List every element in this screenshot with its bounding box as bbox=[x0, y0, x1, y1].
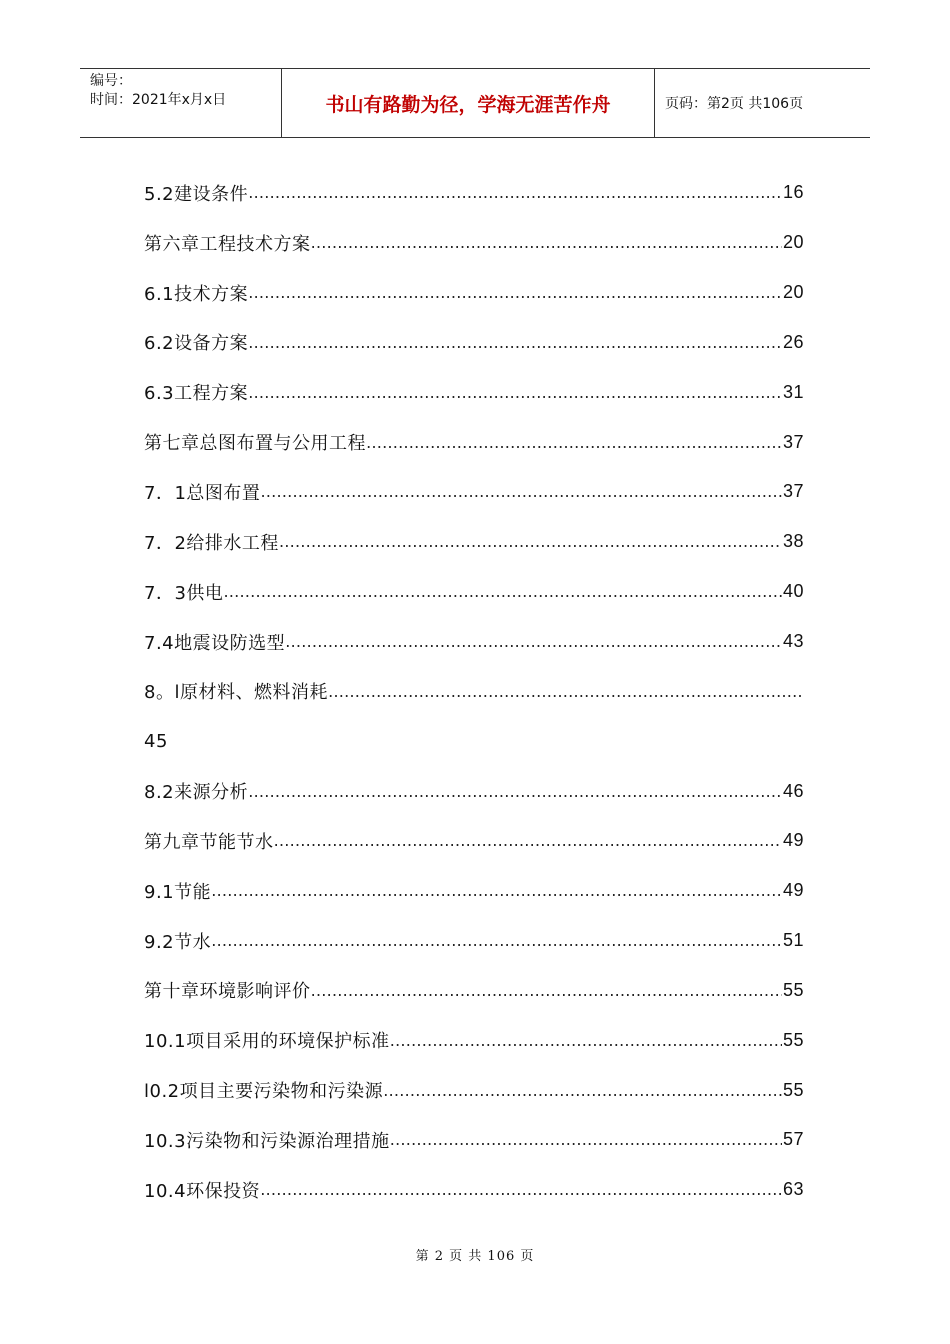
toc-entry[interactable] bbox=[144, 866, 804, 916]
toc-entry[interactable] bbox=[144, 916, 804, 966]
toc-leader-dots bbox=[248, 333, 782, 352]
toc-entry-page: 37 bbox=[782, 431, 804, 452]
toc-entry-label: 第六章工程技术方案 bbox=[144, 233, 311, 255]
toc-entry-label: 10.1项目采用的环境保护标准 bbox=[144, 1031, 390, 1053]
toc-leader-dots bbox=[274, 831, 782, 850]
toc-entry[interactable] bbox=[144, 966, 804, 1016]
toc-leader-dots bbox=[366, 433, 782, 452]
toc-entry-label: 8.2来源分析 bbox=[144, 782, 249, 804]
toc-entry-label: 6.3工程方案 bbox=[144, 383, 249, 405]
toc-entry[interactable] bbox=[144, 617, 804, 667]
toc-leader-dots bbox=[311, 981, 782, 1000]
toc-entry-page: 20 bbox=[782, 232, 804, 253]
toc-entry-page: 51 bbox=[782, 930, 804, 951]
toc-entry[interactable] bbox=[144, 268, 804, 318]
toc-entry-label: 7．2给排水工程 bbox=[144, 532, 279, 554]
toc-entry-page: 46 bbox=[782, 780, 804, 801]
toc-leader-dots bbox=[390, 1130, 782, 1149]
toc-entry-page: 37 bbox=[782, 481, 804, 502]
toc-entry-page: 31 bbox=[782, 381, 804, 402]
toc-entry-label: 第七章总图布置与公用工程 bbox=[144, 433, 366, 455]
header-page-info: 页码：第2页 共106页 bbox=[665, 96, 804, 112]
toc-entry[interactable] bbox=[144, 816, 804, 866]
page-footer: 第 2 页 共 106 页 bbox=[415, 1249, 535, 1264]
toc-entry-page: 16 bbox=[782, 182, 804, 203]
toc-entry-label: 6.2设备方案 bbox=[144, 333, 249, 355]
header-meta bbox=[80, 69, 282, 137]
toc-entry-label: 第十章环境影响评价 bbox=[144, 981, 311, 1003]
toc-entry-page: 40 bbox=[782, 581, 804, 602]
toc-leader-dots bbox=[248, 283, 782, 302]
toc-leader-dots bbox=[248, 782, 782, 801]
toc-entry[interactable] bbox=[144, 417, 804, 467]
toc-entry-label: 7.4地震设防选型 bbox=[144, 632, 286, 654]
toc-entry-label: 8。l原材料、燃料消耗 bbox=[144, 682, 328, 704]
toc-entry-page: 55 bbox=[782, 1079, 804, 1100]
toc-entry[interactable] bbox=[144, 318, 804, 368]
toc-entry[interactable] bbox=[144, 517, 804, 567]
toc-leader-dots bbox=[248, 183, 782, 202]
toc-entry-label: 10.4环保投资 bbox=[144, 1180, 261, 1202]
toc-entry-label: 10.3污染物和污染源治理措施 bbox=[144, 1130, 390, 1152]
toc-entry[interactable] bbox=[144, 1065, 804, 1115]
toc-entry[interactable] bbox=[144, 567, 804, 617]
toc-entry[interactable] bbox=[144, 218, 804, 268]
page-header bbox=[80, 68, 870, 138]
toc-entry[interactable] bbox=[144, 168, 804, 218]
toc-leader-dots bbox=[211, 881, 782, 900]
toc-leader-dots bbox=[285, 632, 782, 651]
toc-leader-dots bbox=[311, 233, 782, 252]
toc-leader-dots bbox=[390, 1031, 782, 1050]
toc-entry-label: 9.1节能 bbox=[144, 881, 212, 903]
toc-leader-dots bbox=[260, 482, 782, 501]
time-label: 时间：2021年x月x日 bbox=[90, 92, 227, 108]
toc-entry[interactable] bbox=[144, 467, 804, 517]
header-motto: 书山有路勤为径，学海无涯苦作舟 bbox=[282, 69, 655, 137]
toc-leader-dots bbox=[211, 931, 782, 950]
toc-entry-page: 57 bbox=[782, 1129, 804, 1150]
toc-entry-label: 6.1技术方案 bbox=[144, 283, 249, 305]
toc-entry-label: 7．1总图布置 bbox=[144, 482, 261, 504]
toc-entry-page: 63 bbox=[782, 1179, 804, 1200]
toc-entry-page: 43 bbox=[782, 631, 804, 652]
toc-entry-page: 26 bbox=[782, 331, 804, 352]
toc-entry-label: 5.2建设条件 bbox=[144, 183, 249, 205]
number-label: 编号： bbox=[90, 73, 132, 89]
toc-entry[interactable] bbox=[144, 1015, 804, 1065]
toc-leader-dots bbox=[248, 383, 782, 402]
toc-entry[interactable] bbox=[144, 716, 804, 766]
toc-entry-page: 55 bbox=[782, 1029, 804, 1050]
table-of-contents bbox=[144, 168, 804, 1215]
toc-entry-label: 第九章节能节水 bbox=[144, 831, 274, 853]
toc-entry-page: 49 bbox=[782, 830, 804, 851]
toc-entry-label: 45 bbox=[144, 730, 168, 752]
toc-leader-dots bbox=[328, 682, 803, 701]
toc-leader-dots bbox=[223, 582, 782, 601]
toc-leader-dots bbox=[260, 1180, 782, 1199]
toc-entry-page: 20 bbox=[782, 282, 804, 303]
toc-entry-page: 55 bbox=[782, 979, 804, 1000]
toc-entry-page: 49 bbox=[782, 880, 804, 901]
toc-leader-dots bbox=[383, 1081, 782, 1100]
toc-entry[interactable] bbox=[144, 766, 804, 816]
toc-entry-label: 7．3供电 bbox=[144, 582, 224, 604]
toc-entry[interactable] bbox=[144, 666, 804, 716]
toc-entry-label: 9.2节水 bbox=[144, 931, 212, 953]
toc-entry[interactable] bbox=[144, 367, 804, 417]
toc-leader-dots bbox=[279, 532, 782, 551]
toc-entry-page: 38 bbox=[782, 531, 804, 552]
toc-entry-label: l0.2项目主要污染物和污染源 bbox=[144, 1081, 384, 1103]
toc-entry[interactable] bbox=[144, 1115, 804, 1165]
toc-entry[interactable] bbox=[144, 1165, 804, 1215]
